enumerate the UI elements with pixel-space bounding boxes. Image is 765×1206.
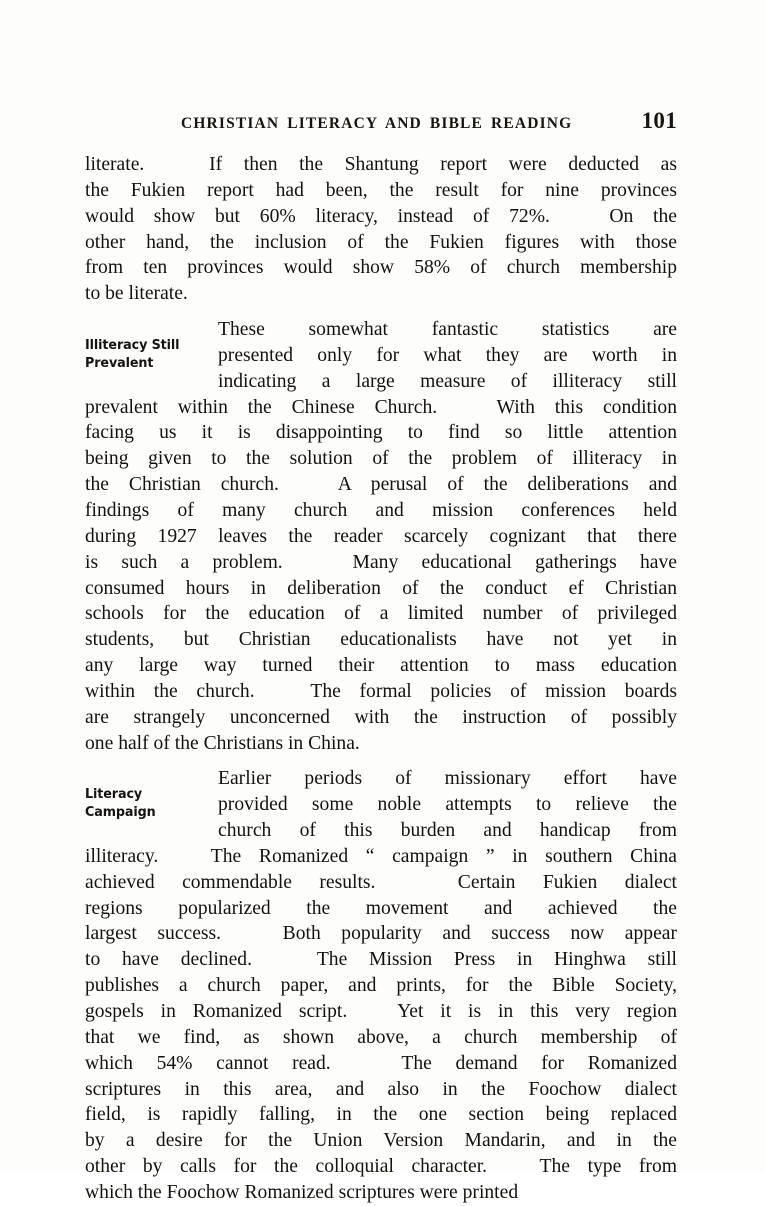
text-line: These somewhat fantastic statistics are	[218, 319, 677, 341]
text-line: literate. If then the Shantung report were deducted as	[85, 154, 677, 175]
text-line: to have declined. The Mission Press in Hinghwa still	[85, 949, 677, 971]
text-line: from ten provinces would show 58% of church membership	[85, 257, 677, 279]
text-line: consumed hours in deliberation of the conduct ef Christian	[85, 577, 677, 599]
text-line: presented only for what they are worth in	[218, 344, 677, 366]
page-number: 101	[641, 108, 677, 133]
text-line: Earlier periods of missionary effort have	[218, 768, 677, 790]
text-line: the Christian church. A perusal of the deliberations and	[85, 474, 677, 496]
text-line: which the Foochow Romanized scriptures were printed	[85, 1181, 519, 1203]
text-line: schools for the education of a limited number of privileged	[85, 603, 677, 625]
sidenote-line-1: Illiteracy Still	[85, 338, 180, 354]
text-line: within the church. The formal policies of mission boards	[85, 680, 677, 702]
text-line: by a desire for the Union Version Mandarin, and in the	[85, 1130, 677, 1152]
paragraph-illiteracy-prevalent	[85, 317, 677, 756]
text-line: largest success. Both popularity and success now appear	[85, 923, 677, 945]
text-line: any large way turned their attention to mass education	[85, 655, 677, 677]
text-line: that we find, as shown above, a church membership of	[85, 1026, 677, 1048]
text-line: is such a problem. Many educational gatherings have	[85, 551, 677, 573]
text-line: being given to the solution of the problem of illiteracy in	[85, 448, 677, 470]
text-line: students, but Christian educationalists have not yet in	[85, 629, 677, 651]
text-line: scriptures in this area, and also in the Foochow dialect	[85, 1078, 677, 1100]
text-line: illiteracy. The Romanized “ campaign ” in southern China	[85, 845, 677, 867]
sidenote-illiteracy-still-prevalent	[85, 337, 209, 372]
text-line: regions popularized the movement and achieved the	[85, 897, 677, 919]
text-line: would show but 60% literacy, instead of 72%. On the	[85, 205, 677, 227]
text-line: field, is rapidly falling, in the one section being replaced	[85, 1104, 677, 1126]
text-line: church of this burden and handicap from	[218, 820, 677, 842]
running-head	[85, 108, 677, 134]
paragraph-literacy-campaign	[85, 766, 677, 1205]
text-line: achieved commendable results. Certain Fukien dialect	[85, 871, 677, 893]
running-head-title: CHRISTIAN LITERACY AND BIBLE READING	[181, 115, 573, 132]
text-line: during 1927 leaves the reader scarcely cognizant that there	[85, 525, 677, 547]
text-line: prevalent within the Chinese Church. With this condition	[85, 396, 677, 418]
sidenote-line-1: Literacy	[85, 787, 143, 803]
text-line: the Fukien report had been, the result for nine provinces	[85, 179, 677, 201]
text-line: to be literate.	[85, 283, 188, 305]
paragraph-statistics	[85, 152, 677, 307]
text-line: facing us it is disappointing to find so little attention	[85, 422, 677, 444]
text-line: findings of many church and mission conferences held	[85, 499, 677, 521]
text-line: one half of the Christians in China.	[85, 732, 360, 754]
text-line: gospels in Romanized script. Yet it is in this very region	[85, 1001, 677, 1022]
text-line: publishes a church paper, and prints, for the Bible Society,	[85, 975, 677, 997]
page-body	[85, 152, 677, 1206]
text-line: provided some noble attempts to relieve the	[218, 794, 677, 816]
text-line: are strangely unconcerned with the instruction of possibly	[85, 706, 677, 728]
text-line: other by calls for the colloquial character. The type from	[85, 1156, 677, 1178]
sidenote-line-2: Campaign	[85, 804, 156, 820]
text-line: other hand, the inclusion of the Fukien figures with those	[85, 231, 677, 253]
sidenote-literacy-campaign	[85, 786, 209, 821]
text-line: which 54% cannot read. The demand for Romanized	[85, 1052, 677, 1074]
text-line: indicating a large measure of illiteracy still	[218, 370, 677, 392]
sidenote-line-2: Prevalent	[85, 355, 154, 371]
